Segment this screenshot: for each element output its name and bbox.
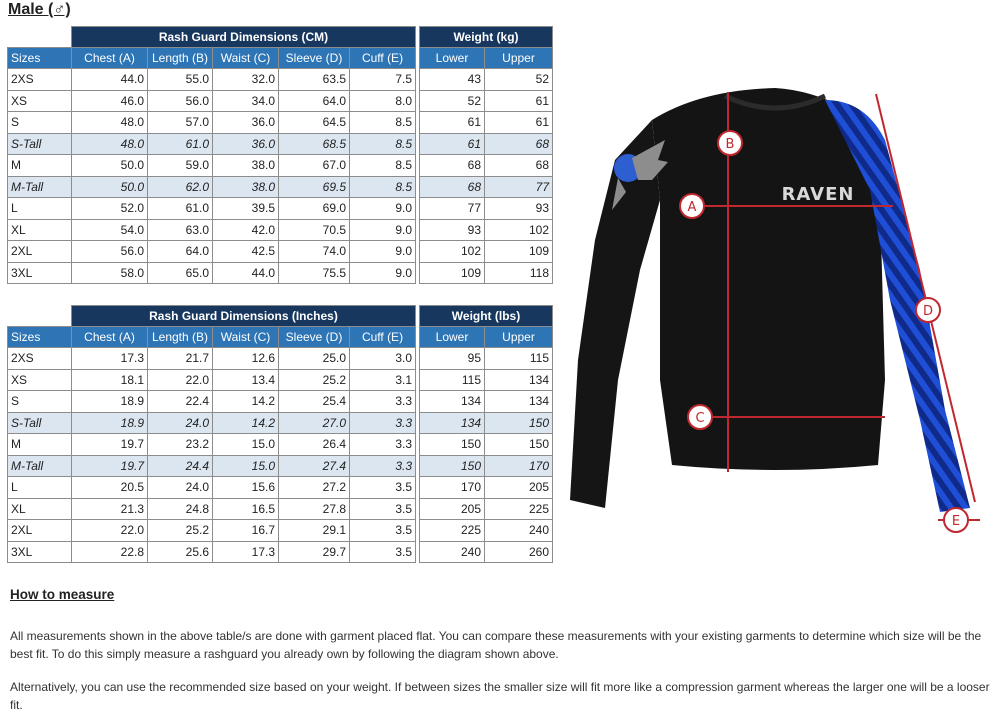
cell-size: 3XL — [8, 541, 72, 563]
cell-chest: 19.7 — [72, 455, 148, 477]
cell-sleeve: 27.8 — [279, 498, 350, 520]
table-row — [8, 69, 553, 91]
cell-sleeve: 70.5 — [279, 219, 350, 241]
svg-text:B: B — [725, 137, 735, 152]
cell-length: 61.0 — [148, 198, 213, 220]
cell-cuff: 3.5 — [350, 477, 416, 499]
cell-size: S — [8, 112, 72, 134]
cell-size: S-Tall — [8, 412, 72, 434]
cell-waist: 44.0 — [213, 262, 279, 284]
cell-upper: 260 — [485, 541, 553, 563]
cell-lower: 43 — [420, 69, 485, 91]
header-blank — [8, 27, 72, 48]
cell-upper: 68 — [485, 155, 553, 177]
cell-size: XL — [8, 498, 72, 520]
col-header-sleeve: Sleeve (D) — [279, 48, 350, 69]
cell-chest: 48.0 — [72, 133, 148, 155]
cell-chest: 44.0 — [72, 69, 148, 91]
cell-cuff: 3.0 — [350, 348, 416, 370]
marker-d — [916, 298, 940, 322]
cell-waist: 38.0 — [213, 176, 279, 198]
size-table-cm-body — [8, 69, 553, 284]
cell-upper: 93 — [485, 198, 553, 220]
size-table-inches — [7, 305, 553, 563]
cell-cuff: 3.3 — [350, 412, 416, 434]
cell-waist: 16.7 — [213, 520, 279, 542]
cell-lower: 93 — [420, 219, 485, 241]
cell-cuff: 8.5 — [350, 133, 416, 155]
cell-waist: 42.0 — [213, 219, 279, 241]
cell-length: 61.0 — [148, 133, 213, 155]
cell-upper: 170 — [485, 455, 553, 477]
cell-cuff: 3.5 — [350, 541, 416, 563]
table-row — [8, 241, 553, 263]
col-header-sizes: Sizes — [8, 327, 72, 348]
cell-size: XS — [8, 90, 72, 112]
cell-chest: 48.0 — [72, 112, 148, 134]
cell-length: 62.0 — [148, 176, 213, 198]
cell-cuff: 8.5 — [350, 112, 416, 134]
cell-waist: 36.0 — [213, 112, 279, 134]
cell-size: 2XL — [8, 520, 72, 542]
col-header-chest: Chest (A) — [72, 327, 148, 348]
cell-size: XS — [8, 369, 72, 391]
table-row — [8, 262, 553, 284]
col-header-sizes: Sizes — [8, 48, 72, 69]
cell-waist: 34.0 — [213, 90, 279, 112]
col-header-waist: Waist (C) — [213, 327, 279, 348]
marker-c — [688, 405, 712, 429]
cell-chest: 50.0 — [72, 155, 148, 177]
cell-sleeve: 64.0 — [279, 90, 350, 112]
cell-lower: 205 — [420, 498, 485, 520]
cell-sleeve: 67.0 — [279, 155, 350, 177]
col-header-length: Length (B) — [148, 48, 213, 69]
cell-waist: 12.6 — [213, 348, 279, 370]
cell-upper: 225 — [485, 498, 553, 520]
cell-size: M — [8, 434, 72, 456]
cell-length: 24.4 — [148, 455, 213, 477]
header-blank — [8, 306, 72, 327]
table-row — [8, 219, 553, 241]
cell-size: 2XS — [8, 348, 72, 370]
cell-length: 63.0 — [148, 219, 213, 241]
cell-lower: 170 — [420, 477, 485, 499]
col-header-chest: Chest (A) — [72, 48, 148, 69]
measure-instructions-paragraph: All measurements shown in the above table/s are done with garment placed flat. You can compare these measurements with your existing garments to determine which size will be the best fit. To do this simply measure a rashguard you already own by following the diagram shown above. — [10, 629, 982, 661]
cell-upper: 68 — [485, 133, 553, 155]
cell-sleeve: 26.4 — [279, 434, 350, 456]
page-title: Male (♂) — [8, 1, 71, 18]
cell-length: 24.8 — [148, 498, 213, 520]
rashguard-diagram — [560, 80, 1000, 540]
cell-waist: 15.0 — [213, 455, 279, 477]
cell-length: 65.0 — [148, 262, 213, 284]
cell-lower: 52 — [420, 90, 485, 112]
cell-lower: 150 — [420, 455, 485, 477]
col-header-cuff: Cuff (E) — [350, 48, 416, 69]
cell-cuff: 9.0 — [350, 241, 416, 263]
cell-length: 23.2 — [148, 434, 213, 456]
cell-size: M — [8, 155, 72, 177]
cell-sleeve: 25.2 — [279, 369, 350, 391]
cell-size: L — [8, 198, 72, 220]
size-table-cm — [7, 26, 553, 284]
cell-chest: 46.0 — [72, 90, 148, 112]
col-header-lower: Lower — [420, 48, 485, 69]
col-header-waist: Waist (C) — [213, 48, 279, 69]
cell-lower: 102 — [420, 241, 485, 263]
marker-e — [944, 508, 968, 532]
cell-sleeve: 74.0 — [279, 241, 350, 263]
cell-upper: 150 — [485, 412, 553, 434]
cell-lower: 61 — [420, 112, 485, 134]
cell-waist: 39.5 — [213, 198, 279, 220]
cell-cuff: 9.0 — [350, 262, 416, 284]
cell-length: 64.0 — [148, 241, 213, 263]
table-row — [8, 434, 553, 456]
cell-size: S — [8, 391, 72, 413]
cell-lower: 109 — [420, 262, 485, 284]
cell-size: S-Tall — [8, 133, 72, 155]
cell-cuff: 8.0 — [350, 90, 416, 112]
cell-sleeve: 75.5 — [279, 262, 350, 284]
col-header-lower: Lower — [420, 327, 485, 348]
cell-cuff: 9.0 — [350, 219, 416, 241]
cell-length: 56.0 — [148, 90, 213, 112]
cell-waist: 36.0 — [213, 133, 279, 155]
cell-length: 22.0 — [148, 369, 213, 391]
cell-waist: 16.5 — [213, 498, 279, 520]
cell-sleeve: 63.5 — [279, 69, 350, 91]
cell-cuff: 8.5 — [350, 176, 416, 198]
cell-sleeve: 69.5 — [279, 176, 350, 198]
cell-chest: 21.3 — [72, 498, 148, 520]
table-row — [8, 348, 553, 370]
cell-size: M-Tall — [8, 176, 72, 198]
table-row — [8, 176, 553, 198]
cell-size: XL — [8, 219, 72, 241]
cell-length: 55.0 — [148, 69, 213, 91]
cell-lower: 68 — [420, 176, 485, 198]
cell-waist: 32.0 — [213, 69, 279, 91]
cell-length: 25.2 — [148, 520, 213, 542]
cell-length: 21.7 — [148, 348, 213, 370]
cell-length: 25.6 — [148, 541, 213, 563]
cell-size: 2XL — [8, 241, 72, 263]
cell-sleeve: 27.4 — [279, 455, 350, 477]
cell-waist: 17.3 — [213, 541, 279, 563]
cell-waist: 15.6 — [213, 477, 279, 499]
cell-lower: 61 — [420, 133, 485, 155]
cell-lower: 225 — [420, 520, 485, 542]
svg-text:E: E — [951, 514, 961, 529]
cell-length: 22.4 — [148, 391, 213, 413]
dimensions-header: Rash Guard Dimensions (CM) — [72, 27, 416, 48]
col-header-sleeve: Sleeve (D) — [279, 327, 350, 348]
cell-chest: 17.3 — [72, 348, 148, 370]
cell-lower: 134 — [420, 391, 485, 413]
cell-length: 57.0 — [148, 112, 213, 134]
cell-sleeve: 25.4 — [279, 391, 350, 413]
table-row — [8, 133, 553, 155]
cell-sleeve: 25.0 — [279, 348, 350, 370]
cell-length: 24.0 — [148, 412, 213, 434]
marker-b — [718, 131, 742, 155]
cell-waist: 38.0 — [213, 155, 279, 177]
cell-upper: 240 — [485, 520, 553, 542]
col-header-length: Length (B) — [148, 327, 213, 348]
cell-chest: 52.0 — [72, 198, 148, 220]
cell-lower: 115 — [420, 369, 485, 391]
cell-waist: 15.0 — [213, 434, 279, 456]
cell-upper: 134 — [485, 369, 553, 391]
table-row — [8, 520, 553, 542]
table-row — [8, 412, 553, 434]
brand-logo: RAVEN — [781, 184, 855, 205]
cell-lower: 150 — [420, 434, 485, 456]
cell-cuff: 3.5 — [350, 498, 416, 520]
cell-chest: 22.0 — [72, 520, 148, 542]
cell-cuff: 3.5 — [350, 520, 416, 542]
cell-upper: 118 — [485, 262, 553, 284]
weight-header: Weight (kg) — [420, 27, 553, 48]
cell-waist: 14.2 — [213, 412, 279, 434]
cell-chest: 18.1 — [72, 369, 148, 391]
cell-size: L — [8, 477, 72, 499]
size-table-inches-body — [8, 348, 553, 563]
cell-upper: 109 — [485, 241, 553, 263]
cell-cuff: 3.3 — [350, 391, 416, 413]
cell-cuff: 8.5 — [350, 155, 416, 177]
cell-chest: 18.9 — [72, 391, 148, 413]
table-row — [8, 112, 553, 134]
table-row — [8, 90, 553, 112]
marker-a — [680, 194, 704, 218]
cell-lower: 95 — [420, 348, 485, 370]
cell-sleeve: 68.5 — [279, 133, 350, 155]
cell-chest: 56.0 — [72, 241, 148, 263]
cell-sleeve: 29.1 — [279, 520, 350, 542]
cell-lower: 134 — [420, 412, 485, 434]
cell-upper: 115 — [485, 348, 553, 370]
cell-chest: 22.8 — [72, 541, 148, 563]
svg-text:C: C — [695, 411, 705, 426]
cell-upper: 102 — [485, 219, 553, 241]
cell-upper: 134 — [485, 391, 553, 413]
table-row — [8, 498, 553, 520]
svg-text:D: D — [922, 304, 934, 319]
cell-length: 59.0 — [148, 155, 213, 177]
table-row — [8, 541, 553, 563]
cell-size: 2XS — [8, 69, 72, 91]
cell-size: 3XL — [8, 262, 72, 284]
cell-upper: 205 — [485, 477, 553, 499]
cell-lower: 68 — [420, 155, 485, 177]
cell-waist: 42.5 — [213, 241, 279, 263]
cell-waist: 13.4 — [213, 369, 279, 391]
cell-size: M-Tall — [8, 455, 72, 477]
cell-sleeve: 29.7 — [279, 541, 350, 563]
cell-cuff: 9.0 — [350, 198, 416, 220]
cell-lower: 77 — [420, 198, 485, 220]
cell-cuff: 7.5 — [350, 69, 416, 91]
cell-cuff: 3.1 — [350, 369, 416, 391]
dimensions-header: Rash Guard Dimensions (Inches) — [72, 306, 416, 327]
cell-chest: 20.5 — [72, 477, 148, 499]
cell-chest: 18.9 — [72, 412, 148, 434]
cell-sleeve: 27.0 — [279, 412, 350, 434]
col-header-upper: Upper — [485, 327, 553, 348]
cell-upper: 61 — [485, 90, 553, 112]
cell-sleeve: 69.0 — [279, 198, 350, 220]
weight-header: Weight (lbs) — [420, 306, 553, 327]
cell-cuff: 3.3 — [350, 434, 416, 456]
cell-chest: 19.7 — [72, 434, 148, 456]
table-row — [8, 155, 553, 177]
cell-sleeve: 64.5 — [279, 112, 350, 134]
table-row — [8, 455, 553, 477]
table-row — [8, 477, 553, 499]
how-to-measure-heading: How to measure — [10, 587, 115, 602]
cell-waist: 14.2 — [213, 391, 279, 413]
cell-upper: 52 — [485, 69, 553, 91]
svg-text:A: A — [687, 200, 697, 215]
cell-length: 24.0 — [148, 477, 213, 499]
cell-upper: 77 — [485, 176, 553, 198]
col-header-cuff: Cuff (E) — [350, 327, 416, 348]
weight-recommendation-paragraph: Alternatively, you can use the recommended size based on your weight. If between sizes the smaller size will fit more like a compression garment whereas the larger one will be a looser fit. — [10, 680, 990, 712]
cell-chest: 58.0 — [72, 262, 148, 284]
cell-upper: 150 — [485, 434, 553, 456]
cell-chest: 54.0 — [72, 219, 148, 241]
table-row — [8, 198, 553, 220]
cell-chest: 50.0 — [72, 176, 148, 198]
cell-lower: 240 — [420, 541, 485, 563]
col-header-upper: Upper — [485, 48, 553, 69]
table-row — [8, 369, 553, 391]
table-row — [8, 391, 553, 413]
cell-sleeve: 27.2 — [279, 477, 350, 499]
cell-cuff: 3.3 — [350, 455, 416, 477]
cell-upper: 61 — [485, 112, 553, 134]
